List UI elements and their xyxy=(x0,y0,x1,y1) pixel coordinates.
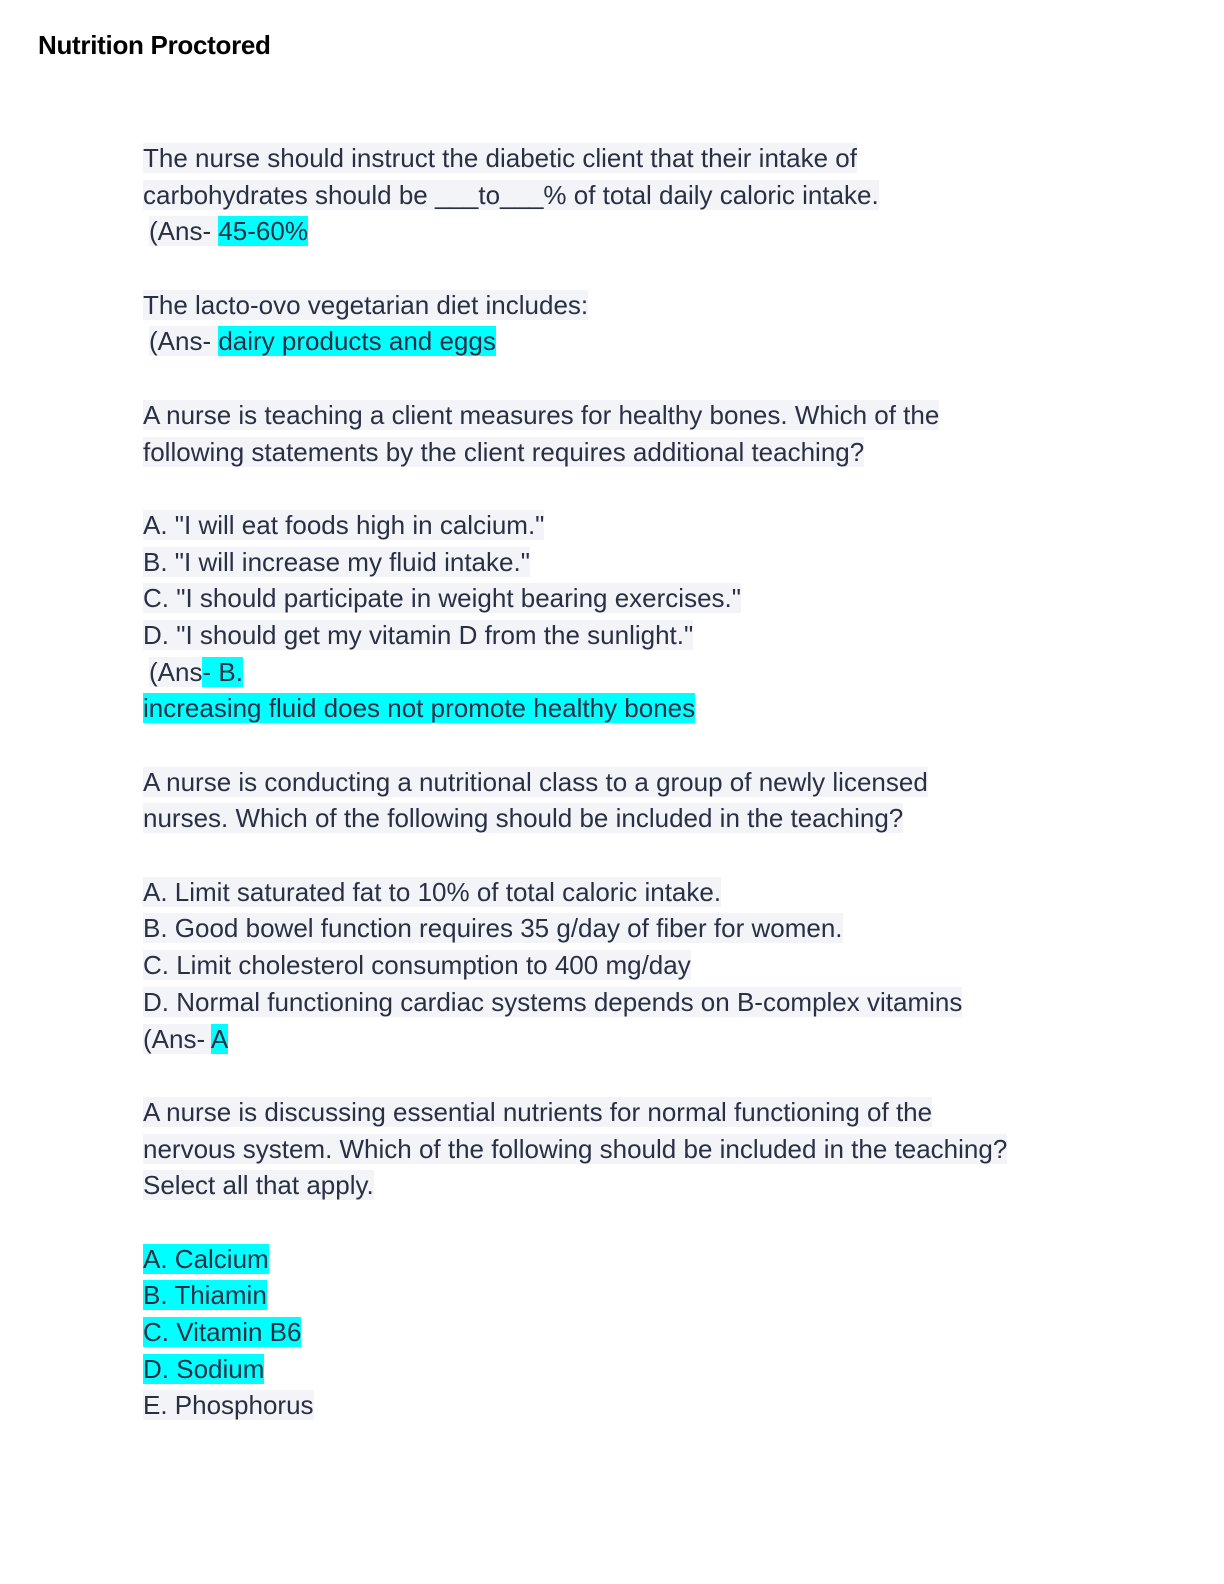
q3-option-a xyxy=(143,507,1143,544)
q4-option-d xyxy=(143,984,1143,1021)
q3-answer-line xyxy=(143,654,1143,691)
q5-option-d xyxy=(143,1351,1143,1388)
q4-option-c-text: C. Limit cholesterol consumption to 400 mg/day xyxy=(143,950,691,981)
q1-text-1: The nurse should instruct the diabetic client that their intake of xyxy=(143,143,857,173)
q2-answer-line xyxy=(143,323,1143,360)
q4-option-d-text: D. Normal functioning cardiac systems depends on B-complex vitamins xyxy=(143,986,963,1017)
q5-option-b xyxy=(143,1277,1143,1314)
q3-text-2: following statements by the client requires additional teaching? xyxy=(143,436,865,467)
q3-option-d xyxy=(143,617,1143,654)
q5-option-a-text: A. Calcium xyxy=(143,1243,269,1274)
document-title: Nutrition Proctored xyxy=(38,30,271,60)
q4-line-2 xyxy=(143,800,1143,837)
q5-line-2 xyxy=(143,1131,1143,1168)
q2-answer-prefix: (Ans- xyxy=(149,326,219,357)
q1-line-1 xyxy=(143,140,1143,177)
q5-text-1: A nurse is discussing essential nutrients for normal functioning of the xyxy=(143,1096,933,1127)
q5-option-a xyxy=(143,1241,1143,1278)
q3-answer: - B. xyxy=(202,656,243,687)
q3-option-a-text: A. "I will eat foods high in calcium." xyxy=(143,509,545,540)
q1-text-2: carbohydrates should be ___to___% of total daily caloric intake. xyxy=(143,179,879,210)
document-body xyxy=(143,140,1143,1424)
q2-answer: dairy products and eggs xyxy=(218,326,496,357)
q4-option-c xyxy=(143,947,1143,984)
q4-text-2: nurses. Which of the following should be included in the teaching? xyxy=(143,803,904,834)
q4-text-1: A nurse is conducting a nutritional class to a group of newly licensed xyxy=(143,766,928,797)
q4-option-b xyxy=(143,910,1143,947)
q5-text-2: nervous system. Which of the following should be included in the teaching? xyxy=(143,1133,1008,1164)
q5-option-e-text: E. Phosphorus xyxy=(143,1390,314,1421)
q3-option-b-text: B. "I will increase my fluid intake." xyxy=(143,546,530,577)
q5-option-c-text: C. Vitamin B6 xyxy=(143,1317,302,1347)
q3-line-1 xyxy=(143,397,1143,434)
q3-line-2 xyxy=(143,434,1143,471)
q3-option-c-text: C. "I should participate in weight bearing exercises." xyxy=(143,583,741,614)
q3-option-b xyxy=(143,544,1143,581)
q3-rationale-line xyxy=(143,690,1143,727)
q3-option-d-text: D. "I should get my vitamin D from the sunlight." xyxy=(143,619,694,650)
q1-answer-prefix: (Ans- xyxy=(149,216,219,247)
q3-rationale: increasing fluid does not promote healthy bones xyxy=(143,693,696,724)
q1-answer-line xyxy=(143,213,1143,250)
q2-line-1 xyxy=(143,287,1143,324)
q5-text-3: Select all that apply. xyxy=(143,1170,374,1201)
q4-option-a-text: A. Limit saturated fat to 10% of total caloric intake. xyxy=(143,876,722,907)
q5-option-e xyxy=(143,1387,1143,1424)
q1-line-2 xyxy=(143,177,1143,214)
q4-option-a xyxy=(143,874,1143,911)
q4-option-b-text: B. Good bowel function requires 35 g/day of fiber for women. xyxy=(143,913,843,944)
q4-line-1 xyxy=(143,764,1143,801)
q1-answer: 45-60% xyxy=(218,216,308,247)
q4-answer-line xyxy=(143,1021,1143,1058)
q3-answer-prefix: (Ans xyxy=(149,656,203,687)
q2-text-1: The lacto-ovo vegetarian diet includes: xyxy=(143,289,589,320)
q5-option-d-text: D. Sodium xyxy=(143,1353,265,1384)
q3-text-1: A nurse is teaching a client measures for healthy bones. Which of the xyxy=(143,399,940,430)
q4-answer: A xyxy=(210,1023,229,1054)
q3-option-c xyxy=(143,580,1143,617)
q5-line-3 xyxy=(143,1167,1143,1204)
q5-line-1 xyxy=(143,1094,1143,1131)
q5-option-c xyxy=(143,1314,1143,1351)
q4-answer-prefix: (Ans- xyxy=(143,1023,211,1054)
q5-option-b-text: B. Thiamin xyxy=(143,1280,267,1311)
